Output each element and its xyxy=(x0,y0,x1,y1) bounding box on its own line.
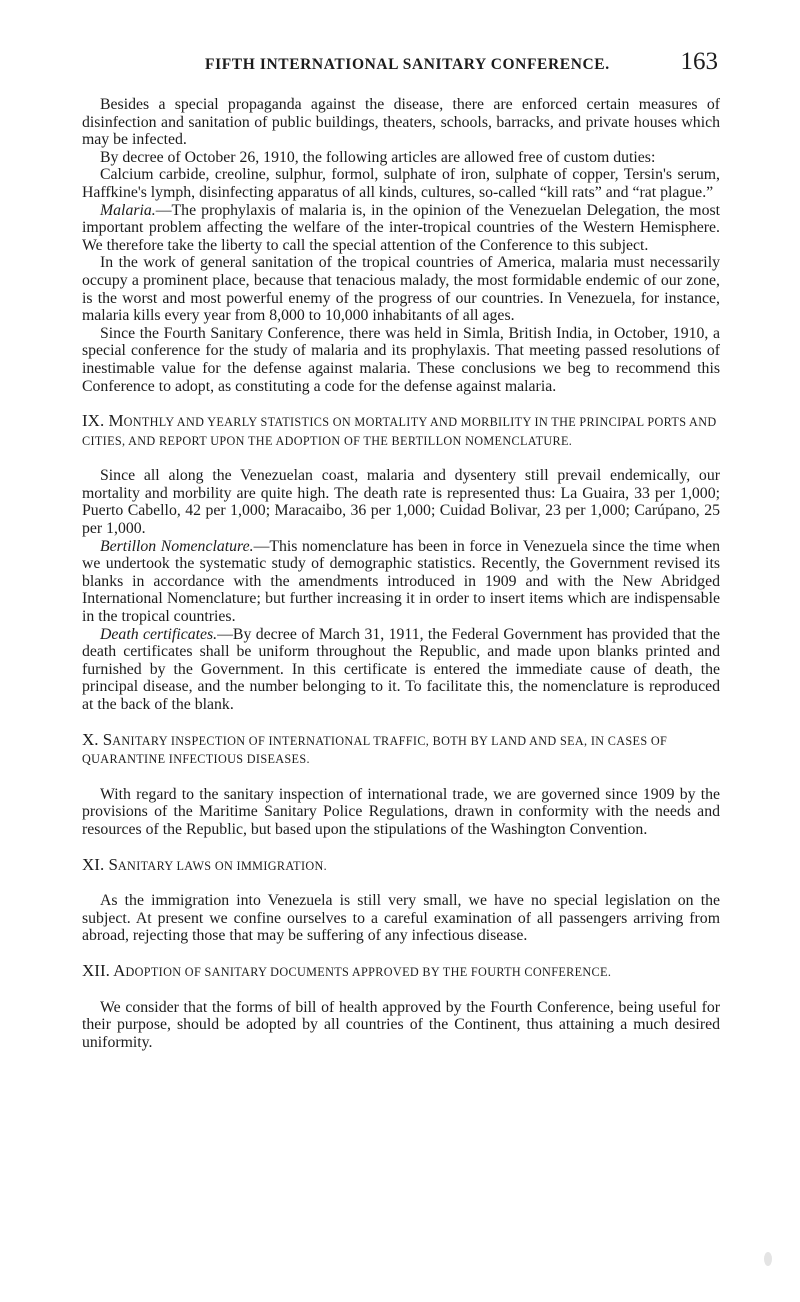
paragraph-death-certificates xyxy=(82,626,720,714)
document-body xyxy=(82,96,720,1051)
paragraph: Besides a special propaganda against the disease, there are enforced certain measures of disinfection and sanitation of public buildings, theaters, schools, barracks, and private houses which may be infected. xyxy=(82,96,720,149)
section-number: XI. S xyxy=(82,854,118,874)
paragraph: Since the Fourth Sanitary Conference, there was held in Simla, British India, in October, 1910, a special conference for the study of malaria and its prophylaxis. That meeting passed resolutions of inestimable value for the defense against malaria. These conclusions we beg to recommend this Conference to adopt, as constituting a code for the defense against malaria. xyxy=(82,324,720,395)
section-number: X. S xyxy=(82,729,113,749)
section-number: XII. A xyxy=(82,960,126,980)
run-in-heading: Death certificates. xyxy=(100,625,218,643)
section-title: ONTHLY AND YEARLY STATISTICS ON MORTALITY AND MORBILITY IN THE PRINCIPAL PORTS AND CITIES, AND REPORT UPON THE ADOPTION OF THE BERTILLON NOMENCLATURE. xyxy=(82,415,717,448)
paragraph: Since all along the Venezuelan coast, malaria and dysentery still prevail endemically, our mortality and morbility are quite high. The death rate is represented thus: La Guaira, 33 per 1,000; Puerto Cabello, 42 per 1,000; Maracaibo, 36 per 1,000; Cuidad Bolivar, 23 per 1,000; Carúpano, 25 per 1,000. xyxy=(82,467,720,538)
section-heading-ix xyxy=(82,412,720,450)
paragraph-bertillon xyxy=(82,538,720,626)
paragraph: By decree of October 26, 1910, the following articles are allowed free of custom duties: xyxy=(100,148,656,166)
running-title: FIFTH INTERNATIONAL SANITARY CONFERENCE. xyxy=(205,56,610,73)
paper-spot xyxy=(764,1252,772,1266)
section-title: ANITARY LAWS ON IMMIGRATION. xyxy=(117,858,328,873)
paragraph: As the immigration into Venezuela is still very small, we have no special legislation on the subject. At present we confine ourselves to a careful examination of all passengers arriving from abroad, rejecting those that may be suffering of any infectious disease. xyxy=(82,892,720,945)
section-heading-xi xyxy=(82,856,720,876)
paragraph-text: —By decree of March 31, 1911, the Federal Government has provided that the death certificates shall be uniform throughout the Republic, and made upon blanks printed and furnished by the Government. In this certificate is entered the immediate cause of death, the principal disease, and the number belonging to it. To facilitate this, the nomenclature is reproduced at the back of the blank. xyxy=(82,625,721,713)
paragraph: In the work of general sanitation of the tropical countries of America, malaria must necessarily occupy a prominent place, because that tenacious malady, the most formidable endemic of our zone, is the worst and most powerful enemy of the progress of our countries. In Venezuela, for instance, malaria kills every year from 8,000 to 10,000 inhabitants of all ages. xyxy=(82,254,720,325)
running-head xyxy=(205,48,718,76)
section-title: ANITARY INSPECTION OF INTERNATIONAL TRAFFIC, BOTH BY LAND AND SEA, IN CASES OF QUARANTINE INFECTIOUS DISEASES. xyxy=(82,733,668,767)
paragraph-text: —The prophylaxis of malaria is, in the opinion of the Venezuelan Delegation, the most important problem affecting the welfare of the inter-tropical countries of the Western Hemisphere. We therefore take the liberty to call the special attention of the Conference to this subject. xyxy=(82,201,720,254)
paragraph-malaria xyxy=(82,202,720,255)
paragraph-text: —This nomenclature has been in force in Venezuela since the time when we undertook the systematic study of demographic statistics. Recently, the Government revised its blanks in accordance with the amendments introduced in 1909 and with the New Abridged International Nomenclature; but further increasing it in order to insert items which are indispensable in the tropical countries. xyxy=(82,537,720,626)
section-title: DOPTION OF SANITARY DOCUMENTS APPROVED BY THE FOURTH CONFERENCE. xyxy=(125,964,612,979)
page-number: 163 xyxy=(680,48,718,75)
run-in-heading: Malaria. xyxy=(100,201,156,219)
paragraph: We consider that the forms of bill of health approved by the Fourth Conference, being useful for their purpose, should be adopted by all countries of the Continent, thus attaining a much desired uniformity. xyxy=(82,998,720,1051)
paragraph: Calcium carbide, creoline, sulphur, formol, sulphate of iron, sulphate of copper, Tersin's serum, Haffkine's lymph, disinfecting apparatus of all kinds, cultures, so-called “kill rats” and “rat plague.” xyxy=(82,166,720,201)
section-number: IX. M xyxy=(82,411,124,431)
paragraph: With regard to the sanitary inspection of international trade, we are governed since 1909 by the provisions of the Maritime Sanitary Police Regulations, drawn in conformity with the needs and resources of the Republic, but based upon the stipulations of the Washington Convention. xyxy=(82,785,720,838)
section-heading-xii xyxy=(82,962,720,982)
section-heading-x xyxy=(82,731,720,769)
run-in-heading: Bertillon Nomenclature. xyxy=(100,537,254,555)
